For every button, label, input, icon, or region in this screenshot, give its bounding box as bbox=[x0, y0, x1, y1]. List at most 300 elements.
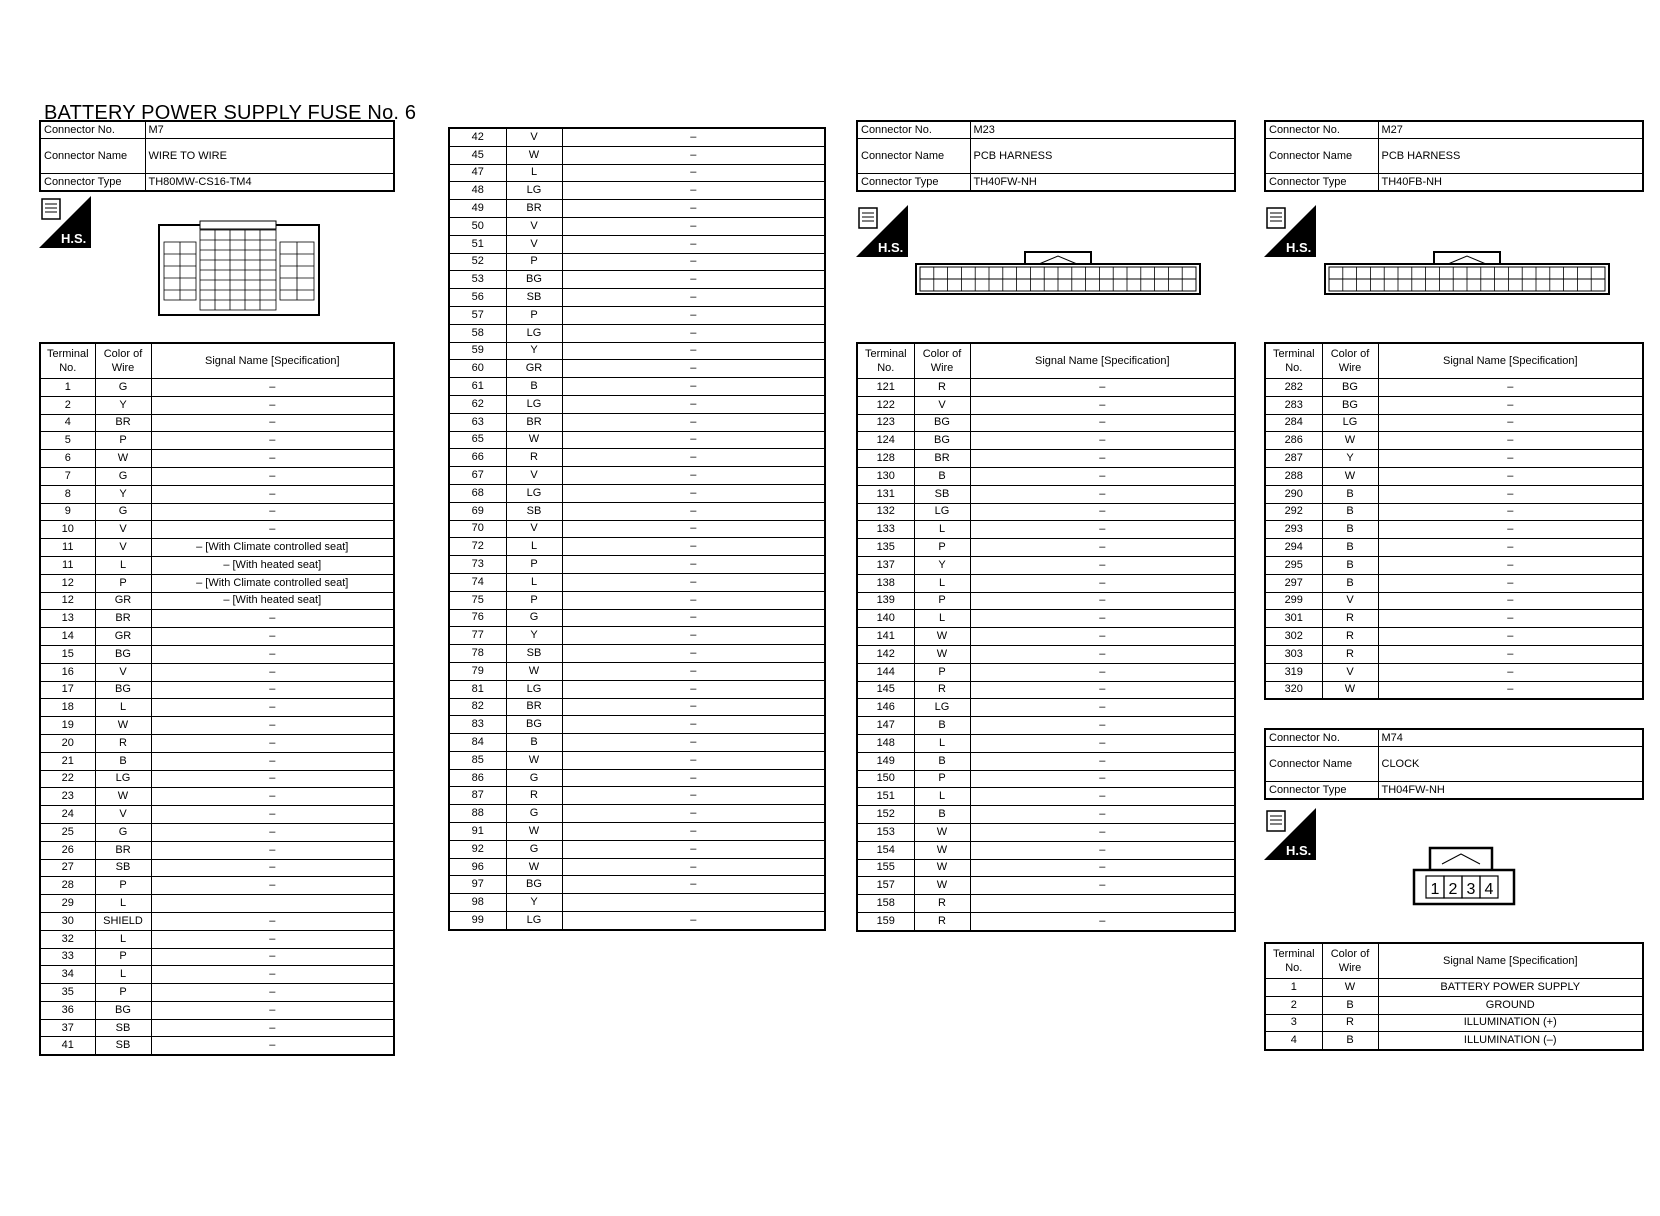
signal-name-cell: – bbox=[970, 628, 1235, 646]
hs-label: H.S. bbox=[1286, 240, 1312, 255]
signal-name-cell: – bbox=[970, 556, 1235, 574]
table-row bbox=[449, 538, 825, 556]
connector-type-label: Connector Type bbox=[1265, 174, 1378, 192]
terminal-no-cell: 86 bbox=[449, 769, 506, 787]
terminal-no-cell: 88 bbox=[449, 805, 506, 823]
terminal-no-cell: 23 bbox=[40, 788, 95, 806]
table-row bbox=[449, 734, 825, 752]
wire-color-cell: P bbox=[506, 591, 562, 609]
wire-color-cell: BG bbox=[1322, 396, 1378, 414]
table-row bbox=[857, 414, 1235, 432]
terminal-no-cell: 81 bbox=[449, 680, 506, 698]
signal-name-cell: – bbox=[970, 503, 1235, 521]
connector-name-label: Connector Name bbox=[857, 139, 970, 174]
terminal-no-cell: 138 bbox=[857, 574, 914, 592]
terminal-no-cell: 137 bbox=[857, 556, 914, 574]
table-row bbox=[40, 1037, 394, 1055]
table-row bbox=[449, 680, 825, 698]
color-of-wire-header: Color of Wire bbox=[914, 343, 970, 379]
terminal-no-cell: 145 bbox=[857, 681, 914, 699]
terminal-no-cell: 47 bbox=[449, 164, 506, 182]
terminal-no-cell: 282 bbox=[1265, 379, 1322, 397]
table-row bbox=[857, 806, 1235, 824]
table-row bbox=[40, 539, 394, 557]
signal-name-cell: – bbox=[562, 680, 825, 698]
color-of-wire-header: Color of Wire bbox=[95, 343, 151, 379]
signal-name-cell: – bbox=[970, 717, 1235, 735]
signal-name-cell: – bbox=[1378, 379, 1643, 397]
wire-color-cell: V bbox=[506, 235, 562, 253]
m7-terminal-table bbox=[39, 342, 395, 1056]
terminal-no-cell: 75 bbox=[449, 591, 506, 609]
terminal-no-cell: 4 bbox=[40, 414, 95, 432]
terminal-no-header: Terminal No. bbox=[1265, 943, 1322, 979]
table-row bbox=[40, 379, 394, 397]
table-row bbox=[1265, 1014, 1643, 1032]
m23-info-table bbox=[856, 120, 1236, 192]
signal-name-cell: – bbox=[1378, 556, 1643, 574]
terminal-no-cell: 74 bbox=[449, 573, 506, 591]
table-row bbox=[857, 859, 1235, 877]
table-row bbox=[1265, 645, 1643, 663]
wire-color-cell: LG bbox=[506, 680, 562, 698]
terminal-no-cell: 299 bbox=[1265, 592, 1322, 610]
table-row bbox=[449, 840, 825, 858]
table-row bbox=[449, 627, 825, 645]
signal-name-cell: – [With Climate controlled seat] bbox=[151, 539, 394, 557]
connector-name-label: Connector Name bbox=[1265, 747, 1378, 782]
table-row bbox=[1265, 503, 1643, 521]
m27-terminal-section bbox=[1264, 342, 1644, 700]
signal-name-cell: – bbox=[562, 235, 825, 253]
signal-name-header: Signal Name [Specification] bbox=[151, 343, 394, 379]
terminal-no-cell: 9 bbox=[40, 503, 95, 521]
terminal-no-cell: 287 bbox=[1265, 450, 1322, 468]
signal-name-cell: – bbox=[151, 841, 394, 859]
wire-color-cell: P bbox=[914, 539, 970, 557]
signal-name-cell: – bbox=[970, 414, 1235, 432]
signal-name-cell: – bbox=[1378, 628, 1643, 646]
signal-name-cell: – bbox=[562, 805, 825, 823]
table-row bbox=[40, 503, 394, 521]
signal-name-cell: – bbox=[151, 966, 394, 984]
signal-name-cell: – bbox=[562, 200, 825, 218]
wire-color-cell: L bbox=[914, 574, 970, 592]
wire-color-cell: B bbox=[506, 378, 562, 396]
table-row bbox=[857, 574, 1235, 592]
wire-color-cell: V bbox=[506, 467, 562, 485]
terminal-no-cell: 21 bbox=[40, 752, 95, 770]
wire-color-cell: SB bbox=[95, 1037, 151, 1055]
m7-terminal-section bbox=[39, 342, 395, 1056]
hs-label: H.S. bbox=[1286, 843, 1312, 858]
signal-name-cell: – bbox=[151, 859, 394, 877]
signal-name-cell: GROUND bbox=[1378, 996, 1643, 1014]
wire-color-cell: R bbox=[1322, 628, 1378, 646]
table-row bbox=[449, 787, 825, 805]
signal-name-cell: – bbox=[151, 628, 394, 646]
terminal-no-cell: 14 bbox=[40, 628, 95, 646]
wire-color-cell: G bbox=[95, 503, 151, 521]
signal-name-cell: – bbox=[970, 877, 1235, 895]
signal-name-cell: – bbox=[151, 948, 394, 966]
wire-color-cell: B bbox=[1322, 485, 1378, 503]
table-row bbox=[1265, 556, 1643, 574]
terminal-no-cell: 6 bbox=[40, 450, 95, 468]
wire-color-cell: BG bbox=[506, 716, 562, 734]
wire-color-cell: G bbox=[506, 769, 562, 787]
wire-color-cell: P bbox=[506, 306, 562, 324]
terminal-no-cell: 35 bbox=[40, 984, 95, 1002]
wire-color-cell: LG bbox=[506, 324, 562, 342]
terminal-no-cell: 10 bbox=[40, 521, 95, 539]
signal-name-cell: – [With heated seat] bbox=[151, 592, 394, 610]
signal-name-cell: – bbox=[562, 502, 825, 520]
terminal-no-cell: 301 bbox=[1265, 610, 1322, 628]
signal-name-cell: – bbox=[1378, 467, 1643, 485]
signal-name-cell: – bbox=[970, 841, 1235, 859]
signal-name-cell: – bbox=[1378, 450, 1643, 468]
wire-color-cell: V bbox=[914, 396, 970, 414]
terminal-no-cell: 135 bbox=[857, 539, 914, 557]
wire-color-cell: R bbox=[914, 912, 970, 930]
terminal-no-cell: 97 bbox=[449, 876, 506, 894]
signal-name-cell: – bbox=[562, 484, 825, 502]
table-row bbox=[449, 805, 825, 823]
m7-connector-face-icon bbox=[158, 220, 320, 323]
wire-color-cell: B bbox=[95, 752, 151, 770]
signal-name-cell: – bbox=[151, 681, 394, 699]
wire-color-cell: Y bbox=[506, 627, 562, 645]
table-row bbox=[1265, 396, 1643, 414]
terminal-no-cell: 49 bbox=[449, 200, 506, 218]
wire-color-cell: R bbox=[914, 379, 970, 397]
table-row bbox=[449, 146, 825, 164]
m27-connector-name: PCB HARNESS bbox=[1378, 139, 1643, 174]
table-row bbox=[857, 379, 1235, 397]
table-row bbox=[449, 645, 825, 663]
wire-color-cell: P bbox=[506, 253, 562, 271]
signal-name-cell: – bbox=[562, 823, 825, 841]
terminal-no-header: Terminal No. bbox=[857, 343, 914, 379]
terminal-no-cell: 19 bbox=[40, 717, 95, 735]
wire-color-cell: SHIELD bbox=[95, 912, 151, 930]
wire-color-cell: R bbox=[1322, 610, 1378, 628]
signal-name-cell: – bbox=[970, 823, 1235, 841]
wire-color-cell: B bbox=[1322, 503, 1378, 521]
signal-name-cell: – bbox=[562, 306, 825, 324]
signal-name-cell: – bbox=[970, 521, 1235, 539]
wire-color-cell: W bbox=[506, 823, 562, 841]
terminal-no-cell: 288 bbox=[1265, 467, 1322, 485]
wire-color-cell: G bbox=[95, 467, 151, 485]
terminal-no-cell: 25 bbox=[40, 823, 95, 841]
wire-color-cell: BR bbox=[95, 610, 151, 628]
signal-name-cell: – bbox=[562, 876, 825, 894]
table-row bbox=[857, 521, 1235, 539]
table-row bbox=[1265, 574, 1643, 592]
signal-name-cell: – bbox=[151, 414, 394, 432]
m23-connector-no: M23 bbox=[970, 121, 1235, 139]
signal-name-cell: – bbox=[151, 1019, 394, 1037]
signal-name-cell: – bbox=[562, 573, 825, 591]
terminal-no-cell: 1 bbox=[40, 379, 95, 397]
wire-color-cell: B bbox=[914, 717, 970, 735]
terminal-no-cell: 149 bbox=[857, 752, 914, 770]
signal-name-cell: – bbox=[970, 734, 1235, 752]
table-row bbox=[857, 539, 1235, 557]
signal-name-cell: – bbox=[970, 432, 1235, 450]
terminal-no-cell: 22 bbox=[40, 770, 95, 788]
table-row bbox=[40, 574, 394, 592]
wire-color-cell: V bbox=[1322, 592, 1378, 610]
wire-color-cell: SB bbox=[95, 1019, 151, 1037]
wire-color-cell: LG bbox=[914, 699, 970, 717]
wire-color-cell: LG bbox=[506, 484, 562, 502]
terminal-no-cell: 82 bbox=[449, 698, 506, 716]
wire-color-cell: R bbox=[506, 449, 562, 467]
signal-name-cell: – bbox=[1378, 503, 1643, 521]
terminal-no-cell: 42 bbox=[449, 128, 506, 146]
wire-color-cell: Y bbox=[95, 485, 151, 503]
wire-color-cell: B bbox=[914, 467, 970, 485]
signal-name-cell: – bbox=[562, 431, 825, 449]
signal-name-cell: – bbox=[562, 289, 825, 307]
table-row bbox=[449, 431, 825, 449]
terminal-no-cell: 157 bbox=[857, 877, 914, 895]
wire-color-cell: P bbox=[914, 663, 970, 681]
signal-name-cell: – bbox=[562, 271, 825, 289]
table-row bbox=[857, 450, 1235, 468]
terminal-no-cell: 58 bbox=[449, 324, 506, 342]
connector-no-label: Connector No. bbox=[1265, 121, 1378, 139]
table-row bbox=[40, 717, 394, 735]
terminal-no-cell: 34 bbox=[40, 966, 95, 984]
signal-name-cell: – bbox=[562, 840, 825, 858]
table-row bbox=[1265, 996, 1643, 1014]
signal-name-cell: – bbox=[562, 751, 825, 769]
wire-color-cell: V bbox=[95, 521, 151, 539]
harness-side-icon bbox=[856, 205, 908, 257]
wire-color-cell: P bbox=[914, 592, 970, 610]
terminal-no-cell: 15 bbox=[40, 645, 95, 663]
terminal-no-cell: 1 bbox=[1265, 979, 1322, 997]
terminal-no-cell: 72 bbox=[449, 538, 506, 556]
table-row bbox=[40, 485, 394, 503]
terminal-no-cell: 79 bbox=[449, 662, 506, 680]
signal-name-cell: – bbox=[151, 503, 394, 521]
wire-color-cell: V bbox=[506, 128, 562, 146]
wire-color-cell: LG bbox=[506, 395, 562, 413]
signal-name-header: Signal Name [Specification] bbox=[1378, 943, 1643, 979]
signal-name-cell: – bbox=[562, 217, 825, 235]
table-row bbox=[449, 502, 825, 520]
terminal-no-cell: 17 bbox=[40, 681, 95, 699]
wire-color-cell: GR bbox=[95, 628, 151, 646]
table-row bbox=[40, 770, 394, 788]
terminal-no-cell: 41 bbox=[40, 1037, 95, 1055]
signal-name-cell: – bbox=[1378, 432, 1643, 450]
terminal-no-cell: 294 bbox=[1265, 539, 1322, 557]
table-row bbox=[857, 895, 1235, 913]
terminal-no-cell: 99 bbox=[449, 912, 506, 930]
table-row bbox=[40, 699, 394, 717]
harness-side-icon bbox=[39, 196, 91, 248]
wire-color-cell: L bbox=[95, 699, 151, 717]
wire-color-cell: V bbox=[95, 806, 151, 824]
m7-info-table bbox=[39, 120, 395, 192]
signal-name-cell: – bbox=[562, 662, 825, 680]
table-row bbox=[40, 948, 394, 966]
terminal-no-cell: 92 bbox=[449, 840, 506, 858]
terminal-no-cell: 153 bbox=[857, 823, 914, 841]
terminal-no-cell: 141 bbox=[857, 628, 914, 646]
table-row bbox=[40, 645, 394, 663]
m27-terminal-table bbox=[1264, 342, 1644, 700]
table-row bbox=[449, 484, 825, 502]
table-row bbox=[1265, 610, 1643, 628]
signal-name-cell: – bbox=[1378, 521, 1643, 539]
terminal-no-cell: 77 bbox=[449, 627, 506, 645]
wire-color-cell: BG bbox=[1322, 379, 1378, 397]
pin-3-label: 3 bbox=[1466, 881, 1476, 898]
table-row bbox=[449, 217, 825, 235]
terminal-no-cell: 18 bbox=[40, 699, 95, 717]
terminal-no-cell: 69 bbox=[449, 502, 506, 520]
table-row bbox=[857, 823, 1235, 841]
signal-name-cell: – bbox=[151, 877, 394, 895]
signal-name-cell: – bbox=[562, 734, 825, 752]
signal-name-cell: – bbox=[970, 788, 1235, 806]
terminal-no-cell: 283 bbox=[1265, 396, 1322, 414]
signal-name-cell: ILLUMINATION (+) bbox=[1378, 1014, 1643, 1032]
signal-name-cell: – bbox=[970, 645, 1235, 663]
color-of-wire-header: Color of Wire bbox=[1322, 343, 1378, 379]
table-row bbox=[449, 698, 825, 716]
table-row bbox=[40, 556, 394, 574]
wire-color-cell: LG bbox=[506, 182, 562, 200]
signal-name-cell: – bbox=[151, 1001, 394, 1019]
m27-connector-face-icon bbox=[1324, 248, 1610, 301]
terminal-no-cell: 28 bbox=[40, 877, 95, 895]
terminal-no-cell: 319 bbox=[1265, 663, 1322, 681]
signal-name-header: Signal Name [Specification] bbox=[970, 343, 1235, 379]
table-row bbox=[449, 289, 825, 307]
table-row bbox=[1265, 979, 1643, 997]
wire-color-cell: L bbox=[95, 966, 151, 984]
signal-name-cell: – bbox=[562, 182, 825, 200]
signal-name-cell: – bbox=[562, 858, 825, 876]
wire-color-cell: L bbox=[506, 538, 562, 556]
signal-name-cell: – bbox=[562, 520, 825, 538]
terminal-no-cell: 293 bbox=[1265, 521, 1322, 539]
table-row bbox=[40, 681, 394, 699]
terminal-no-cell: 133 bbox=[857, 521, 914, 539]
table-row bbox=[449, 467, 825, 485]
wire-color-cell: R bbox=[1322, 1014, 1378, 1032]
table-row bbox=[857, 645, 1235, 663]
terminal-no-cell: 295 bbox=[1265, 556, 1322, 574]
wire-color-cell: B bbox=[506, 734, 562, 752]
terminal-no-cell: 154 bbox=[857, 841, 914, 859]
signal-name-cell: – bbox=[151, 912, 394, 930]
wire-color-cell: V bbox=[506, 217, 562, 235]
terminal-no-cell: 32 bbox=[40, 930, 95, 948]
wire-color-cell: Y bbox=[506, 894, 562, 912]
signal-name-cell: – bbox=[562, 395, 825, 413]
wire-color-cell: W bbox=[914, 859, 970, 877]
terminal-no-cell: 65 bbox=[449, 431, 506, 449]
terminal-no-cell: 124 bbox=[857, 432, 914, 450]
m27-connector-no: M27 bbox=[1378, 121, 1643, 139]
signal-name-cell: – bbox=[1378, 663, 1643, 681]
signal-name-cell: – bbox=[562, 627, 825, 645]
signal-name-cell: – bbox=[562, 146, 825, 164]
wire-color-cell: V bbox=[95, 539, 151, 557]
m74-connector-type: TH04FW-NH bbox=[1378, 782, 1643, 800]
wire-color-cell: SB bbox=[506, 645, 562, 663]
signal-name-cell: – bbox=[970, 485, 1235, 503]
m7-connector-no: M7 bbox=[145, 121, 394, 139]
wire-color-cell: B bbox=[914, 806, 970, 824]
terminal-no-cell: 159 bbox=[857, 912, 914, 930]
signal-name-cell: – bbox=[151, 521, 394, 539]
m74-connector-face-icon bbox=[1412, 844, 1522, 911]
wire-color-cell: P bbox=[914, 770, 970, 788]
table-row bbox=[1265, 450, 1643, 468]
m74-info-table bbox=[1264, 728, 1644, 800]
signal-name-cell: – bbox=[151, 379, 394, 397]
signal-name-cell: – bbox=[970, 539, 1235, 557]
table-row bbox=[857, 592, 1235, 610]
connector-name-label: Connector Name bbox=[1265, 139, 1378, 174]
wire-color-cell: Y bbox=[1322, 450, 1378, 468]
terminal-no-cell: 152 bbox=[857, 806, 914, 824]
signal-name-cell: – bbox=[151, 788, 394, 806]
terminal-no-header: Terminal No. bbox=[40, 343, 95, 379]
signal-name-cell: ILLUMINATION (–) bbox=[1378, 1032, 1643, 1050]
wire-color-cell: B bbox=[1322, 574, 1378, 592]
wire-color-cell: R bbox=[95, 734, 151, 752]
wire-color-cell: R bbox=[506, 787, 562, 805]
terminal-no-cell: 60 bbox=[449, 360, 506, 378]
table-row bbox=[857, 556, 1235, 574]
table-row bbox=[449, 271, 825, 289]
m27-info-table bbox=[1264, 120, 1644, 192]
wire-color-cell: W bbox=[914, 628, 970, 646]
connector-no-label: Connector No. bbox=[40, 121, 145, 139]
table-row bbox=[40, 984, 394, 1002]
terminal-no-cell: 123 bbox=[857, 414, 914, 432]
signal-name-cell: – bbox=[151, 467, 394, 485]
terminal-no-cell: 98 bbox=[449, 894, 506, 912]
table-row bbox=[857, 610, 1235, 628]
m7-connector-section bbox=[39, 120, 395, 192]
wire-color-cell: W bbox=[95, 450, 151, 468]
table-row bbox=[40, 450, 394, 468]
wire-color-cell: W bbox=[506, 431, 562, 449]
terminal-no-cell: 144 bbox=[857, 663, 914, 681]
signal-name-cell: – bbox=[970, 912, 1235, 930]
pin-4-label: 4 bbox=[1484, 881, 1494, 898]
terminal-no-cell: 50 bbox=[449, 217, 506, 235]
table-row bbox=[1265, 432, 1643, 450]
signal-name-cell: – bbox=[970, 610, 1235, 628]
signal-name-cell: – bbox=[562, 164, 825, 182]
signal-name-cell: – bbox=[970, 396, 1235, 414]
signal-name-cell: – bbox=[562, 556, 825, 574]
table-row bbox=[40, 841, 394, 859]
